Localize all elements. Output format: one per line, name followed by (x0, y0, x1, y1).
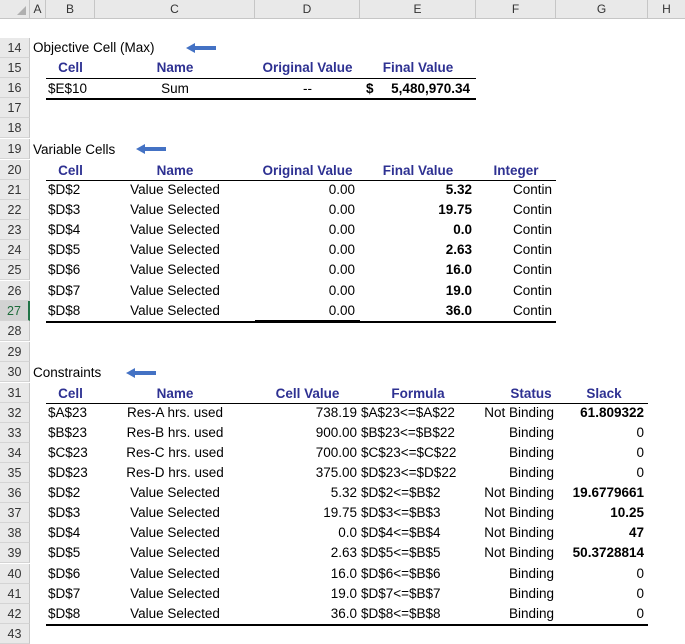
constraint-value[interactable]: 738.19 (315, 405, 357, 420)
constraint-slack[interactable]: 61.809322 (580, 405, 644, 420)
constraint-slack[interactable]: 19.6779661 (572, 485, 644, 500)
row-header-28[interactable]: 28 (0, 321, 30, 341)
select-all-corner[interactable] (0, 0, 30, 18)
column-header-d[interactable]: D (255, 0, 360, 18)
constraint-value[interactable]: 700.00 (315, 445, 357, 460)
constraint-value[interactable]: 36.0 (330, 606, 357, 621)
constraint-name[interactable]: Value Selected (130, 606, 220, 621)
constraint-status[interactable]: Binding (508, 445, 554, 460)
constraint-slack[interactable]: 0 (636, 606, 644, 621)
row-header-31[interactable]: 31 (0, 383, 30, 403)
variable-integer[interactable]: Contin (512, 262, 552, 277)
column-header-b[interactable]: B (46, 0, 95, 18)
row-header-40[interactable]: 40 (0, 564, 30, 584)
column-header-f[interactable]: F (476, 0, 556, 18)
variable-cell-ref[interactable]: $D$2 (48, 182, 81, 197)
row-header-22[interactable]: 22 (0, 200, 30, 220)
column-header-c[interactable]: C (95, 0, 255, 18)
objective-header-original: Original Value (262, 60, 353, 75)
constraint-status[interactable]: Binding (508, 586, 554, 601)
variable-final[interactable]: 5.32 (445, 182, 472, 197)
constraints-header-value: Cell Value (275, 386, 340, 401)
constraint-value[interactable]: 900.00 (315, 425, 357, 440)
constraint-value[interactable]: 0.0 (338, 525, 357, 540)
constraint-name[interactable]: Value Selected (130, 485, 220, 500)
left-arrow-icon (186, 43, 216, 53)
row-header-36[interactable]: 36 (0, 483, 30, 503)
constraint-status[interactable]: Not Binding (484, 525, 554, 540)
constraint-formula[interactable]: $D$23<=$D$22 (361, 465, 457, 480)
variable-name[interactable]: Value Selected (130, 202, 220, 217)
row-header-41[interactable]: 41 (0, 584, 30, 604)
variable-original[interactable]: 0.00 (328, 242, 355, 257)
constraint-value[interactable]: 5.32 (330, 485, 357, 500)
variable-original[interactable]: 0.00 (328, 222, 355, 237)
constraint-cell-ref[interactable]: $D$4 (48, 525, 81, 540)
variables-header-final: Final Value (382, 163, 454, 178)
constraint-status[interactable]: Binding (508, 465, 554, 480)
row-header-32[interactable]: 32 (0, 403, 30, 423)
row-header-43[interactable]: 43 (0, 624, 30, 644)
variables-header-integer: Integer (493, 163, 539, 178)
variable-name[interactable]: Value Selected (130, 283, 220, 298)
row-header-33[interactable]: 33 (0, 423, 30, 443)
variable-integer[interactable]: Contin (512, 202, 552, 217)
variable-integer[interactable]: Contin (512, 242, 552, 257)
variable-name[interactable]: Value Selected (130, 242, 220, 257)
variable-final[interactable]: 16.0 (445, 262, 472, 277)
row-header-38[interactable]: 38 (0, 523, 30, 543)
column-header-g[interactable]: G (556, 0, 648, 18)
variable-integer[interactable]: Contin (512, 303, 552, 318)
constraint-cell-ref[interactable]: $A$23 (48, 405, 88, 420)
constraints-header-cell: Cell (58, 386, 83, 401)
row-header-24[interactable]: 24 (0, 240, 30, 260)
constraint-formula[interactable]: $D$2<=$B$2 (361, 485, 441, 500)
variable-name[interactable]: Value Selected (130, 222, 220, 237)
constraint-cell-ref[interactable]: $D$7 (48, 586, 81, 601)
constraint-value[interactable]: 375.00 (315, 465, 357, 480)
objective-header-final: Final Value (382, 60, 454, 75)
variable-name[interactable]: Value Selected (130, 262, 220, 277)
objective-currency: $ (366, 81, 374, 96)
constraint-formula[interactable]: $A$23<=$A$22 (361, 405, 455, 420)
constraint-status[interactable]: Not Binding (484, 505, 554, 520)
objective-header-name: Name (156, 60, 194, 75)
left-arrow-icon (136, 144, 166, 154)
variables-section-title: Variable Cells (33, 142, 116, 157)
variable-name[interactable]: Value Selected (130, 303, 220, 318)
row-header-23[interactable]: 23 (0, 220, 30, 240)
variable-cell-ref[interactable]: $D$6 (48, 262, 81, 277)
row-header-27[interactable]: 27 (0, 301, 30, 321)
objective-final[interactable]: 5,480,970.34 (391, 81, 470, 96)
constraint-slack[interactable]: 0 (636, 586, 644, 601)
objective-cell-ref[interactable]: $E$10 (48, 81, 88, 96)
variable-final[interactable]: 19.0 (445, 283, 472, 298)
constraint-name[interactable]: Res-C hrs. used (126, 445, 224, 460)
constraint-cell-ref[interactable]: $D$5 (48, 545, 81, 560)
objective-name[interactable]: Sum (161, 81, 189, 96)
constraints-header-status: Status (510, 386, 552, 401)
constraint-value[interactable]: 19.0 (330, 586, 357, 601)
constraint-slack[interactable]: 10.25 (610, 505, 644, 520)
constraint-name[interactable]: Value Selected (130, 566, 220, 581)
variables-bottom-border (46, 321, 556, 323)
constraint-slack[interactable]: 50.3728814 (572, 545, 644, 560)
constraint-cell-ref[interactable]: $D$6 (48, 566, 81, 581)
row-header-14[interactable]: 14 (0, 38, 30, 58)
row-header-30[interactable]: 30 (0, 362, 30, 382)
row-header-18[interactable]: 18 (0, 118, 30, 138)
objective-header-cell: Cell (58, 60, 83, 75)
variable-original[interactable]: 0.00 (328, 182, 355, 197)
constraint-status[interactable]: Not Binding (484, 545, 554, 560)
constraints-header-formula: Formula (391, 386, 445, 401)
constraint-formula[interactable]: $D$4<=$B$4 (361, 525, 441, 540)
constraint-cell-ref[interactable]: $D$3 (48, 505, 81, 520)
variable-original[interactable]: 0.00 (328, 283, 355, 298)
constraint-cell-ref[interactable]: $C$23 (48, 445, 88, 460)
constraint-status[interactable]: Binding (508, 606, 554, 621)
constraint-status[interactable]: Binding (508, 425, 554, 440)
constraint-formula[interactable]: $C$23<=$C$22 (361, 445, 457, 460)
row-header-17[interactable]: 17 (0, 98, 30, 118)
variable-name[interactable]: Value Selected (130, 182, 220, 197)
row-header-34[interactable]: 34 (0, 443, 30, 463)
variable-cell-ref[interactable]: $D$8 (48, 303, 81, 318)
constraint-slack[interactable]: 47 (628, 525, 644, 540)
row-header-21[interactable]: 21 (0, 180, 30, 200)
column-header-h[interactable]: H (662, 2, 671, 16)
constraint-cell-ref[interactable]: $B$23 (48, 425, 88, 440)
objective-original[interactable]: -- (303, 81, 312, 96)
constraint-cell-ref[interactable]: $D$2 (48, 485, 81, 500)
row-header-19[interactable]: 19 (0, 139, 30, 159)
constraint-slack[interactable]: 0 (636, 566, 644, 581)
variables-header-original: Original Value (262, 163, 353, 178)
constraint-value[interactable]: 16.0 (330, 566, 357, 581)
constraint-status[interactable]: Not Binding (484, 405, 554, 420)
variables-header-cell: Cell (58, 163, 83, 178)
variable-final[interactable]: 19.75 (438, 202, 472, 217)
constraint-formula[interactable]: $D$5<=$B$5 (361, 545, 441, 560)
constraints-bottom-border (46, 624, 648, 626)
left-arrow-icon (126, 368, 156, 378)
constraint-cell-ref[interactable]: $D$8 (48, 606, 81, 621)
objective-bottom-border (46, 98, 476, 100)
variable-integer[interactable]: Contin (512, 283, 552, 298)
constraint-name[interactable]: Value Selected (130, 525, 220, 540)
column-header-a[interactable]: A (30, 0, 46, 18)
variable-final[interactable]: 36.0 (445, 303, 472, 318)
constraint-slack[interactable]: 0 (636, 425, 644, 440)
variable-original[interactable]: 0.00 (328, 202, 355, 217)
constraint-name[interactable]: Value Selected (130, 545, 220, 560)
constraint-formula[interactable]: $B$23<=$B$22 (361, 425, 455, 440)
row-header-35[interactable]: 35 (0, 463, 30, 483)
constraint-status[interactable]: Not Binding (484, 485, 554, 500)
constraint-value[interactable]: 2.63 (330, 545, 357, 560)
constraint-slack[interactable]: 0 (636, 445, 644, 460)
row-header-39[interactable]: 39 (0, 543, 30, 563)
constraint-name[interactable]: Res-D hrs. used (126, 465, 224, 480)
variable-final[interactable]: 2.63 (445, 242, 472, 257)
row-header-15[interactable]: 15 (0, 58, 30, 78)
column-header-e[interactable]: E (360, 0, 476, 18)
variable-cell-ref[interactable]: $D$3 (48, 202, 81, 217)
variable-integer[interactable]: Contin (512, 222, 552, 237)
row-header-16[interactable]: 16 (0, 78, 30, 98)
variable-original[interactable]: 0.00 (328, 262, 355, 277)
constraint-formula[interactable]: $D$6<=$B$6 (361, 566, 441, 581)
constraint-status[interactable]: Binding (508, 566, 554, 581)
constraints-header-name: Name (156, 386, 194, 401)
row-header-20[interactable]: 20 (0, 160, 30, 180)
select-all-triangle-icon (17, 6, 26, 15)
variables-header-name: Name (156, 163, 194, 178)
variable-cell-ref[interactable]: $D$7 (48, 283, 81, 298)
constraint-name[interactable]: Value Selected (130, 586, 220, 601)
variable-integer[interactable]: Contin (512, 182, 552, 197)
constraint-slack[interactable]: 0 (636, 465, 644, 480)
constraint-name[interactable]: Res-B hrs. used (126, 425, 224, 440)
constraint-formula[interactable]: $D$8<=$B$8 (361, 606, 441, 621)
constraint-cell-ref[interactable]: $D$23 (48, 465, 88, 480)
constraint-name[interactable]: Res-A hrs. used (126, 405, 224, 420)
variable-original[interactable]: 0.00 (328, 303, 355, 318)
variable-cell-ref[interactable]: $D$4 (48, 222, 81, 237)
row-header-42[interactable]: 42 (0, 604, 30, 624)
objective-section-title: Objective Cell (Max) (33, 40, 155, 55)
constraint-formula[interactable]: $D$7<=$B$7 (361, 586, 441, 601)
constraint-value[interactable]: 19.75 (323, 505, 357, 520)
variable-final[interactable]: 0.0 (453, 222, 472, 237)
row-header-26[interactable]: 26 (0, 281, 30, 301)
row-header-25[interactable]: 25 (0, 260, 30, 280)
constraint-name[interactable]: Value Selected (130, 505, 220, 520)
constraints-header-slack: Slack (586, 386, 622, 401)
variable-cell-ref[interactable]: $D$5 (48, 242, 81, 257)
row-header-29[interactable]: 29 (0, 342, 30, 362)
constraints-section-title: Constraints (33, 365, 102, 380)
column-header-bar (0, 0, 685, 19)
row-header-37[interactable]: 37 (0, 503, 30, 523)
constraint-formula[interactable]: $D$3<=$B$3 (361, 505, 441, 520)
